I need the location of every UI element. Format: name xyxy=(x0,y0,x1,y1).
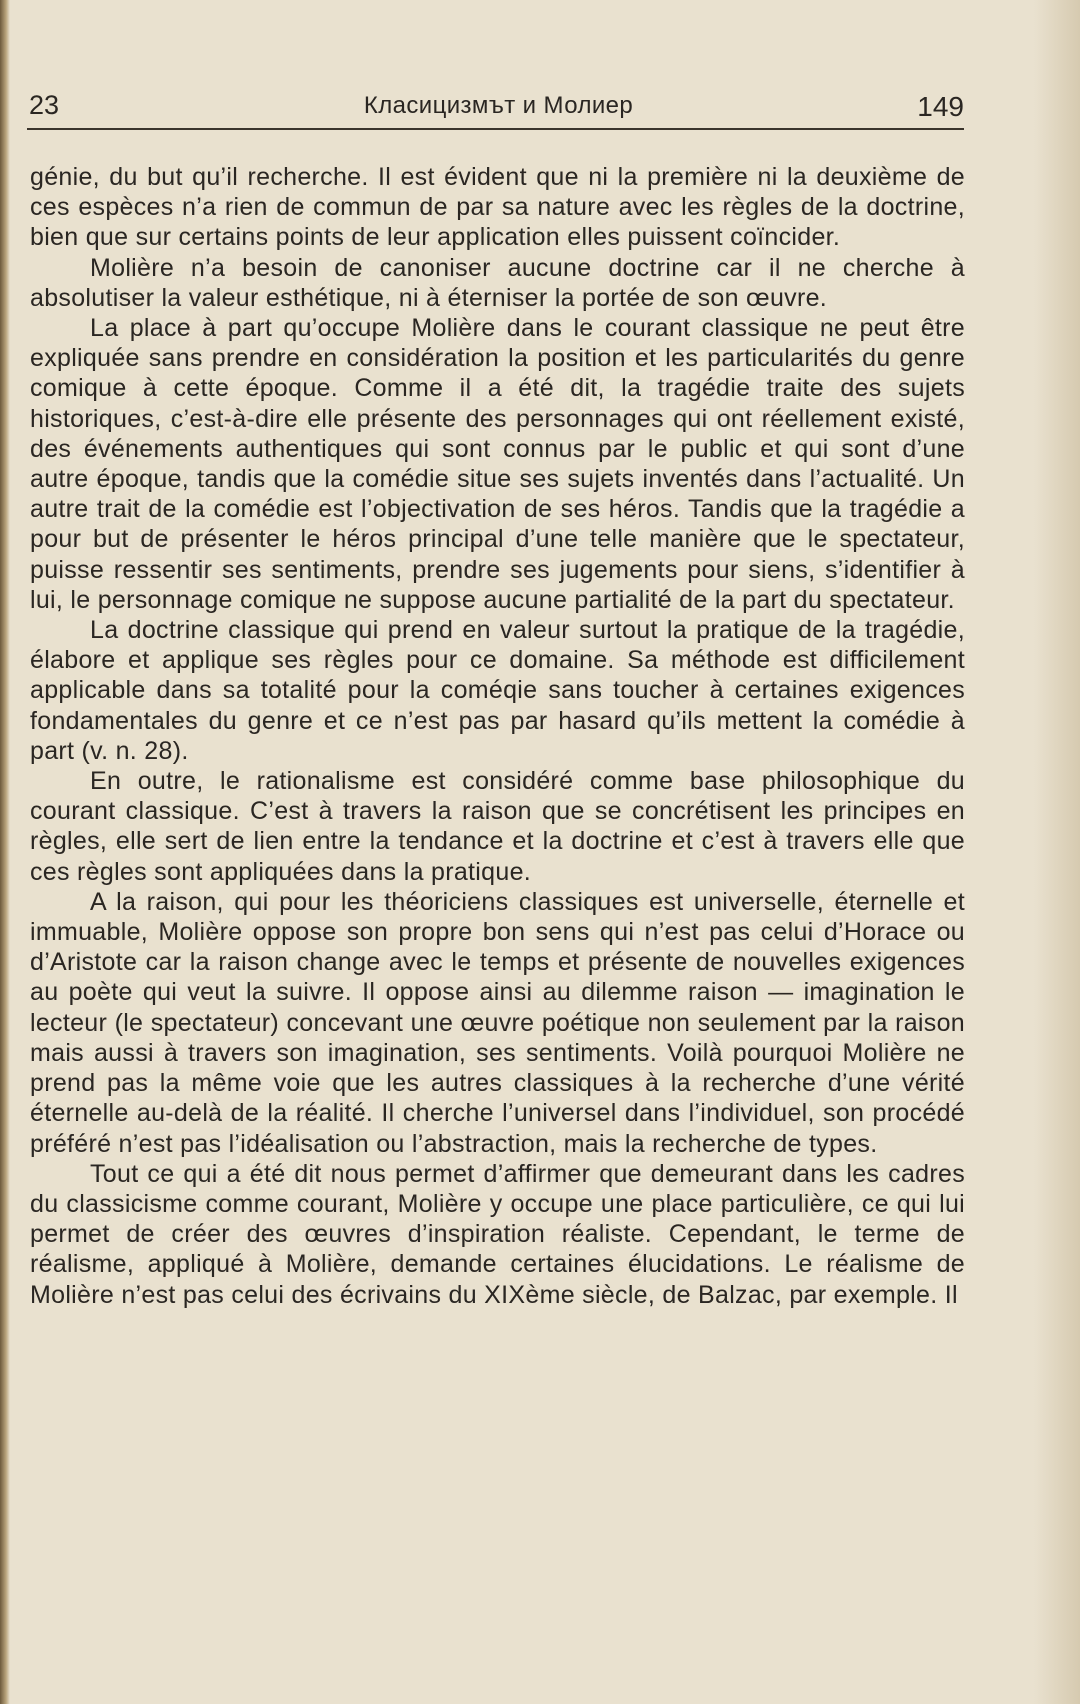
paragraph-7: Tout ce qui a été dit nous permet d’affirmer que demeurant dans les cadres du classicisme comme courant, Molière y occupe une place particulière, ce qui lui permet de créer des œuvres d’inspiration réaliste. Cependant, le terme de réalisme, appliqué à Molière, demande certaines élucidations. Le réalisme de Molière n’est pas celui des écrivains du XIXème siècle, de Balzac, par exemple. Il xyxy=(30,1159,965,1309)
paragraph-1: génie, du but qu’il recherche. Il est évident que ni la première ni la deuxième de ces espèces n’a rien de commun de par sa nature avec les règles de la doctrine, bien que sur certains points de leur application elles puissent coïncider. xyxy=(30,163,965,252)
header-left-number: 23 xyxy=(29,90,60,120)
paragraph-4: La doctrine classique qui prend en valeur surtout la pratique de la tragédie, élabore et applique ses règles pour ce domaine. Sa méthode est difficilement applicable dans sa totalité pour la coméqie sans toucher à certaines exigences fondamentales du genre et ce n’est pas par hasard qu’ils mettent la comédie à part (v. n. 28). xyxy=(30,616,965,765)
running-header xyxy=(27,86,970,122)
paragraph-6: A la raison, qui pour les théoriciens classiques est universelle, éternelle et immuable, Molière oppose son propre bon sens qui n’est pas celui d’Horace ou d’Aristote car la raison change avec le temps et présente de nouvelles exigences au poète qui veut la suivre. Il oppose ainsi au dilemme raison — imagination le lecteur (le spectateur) concevant une œuvre poétique non seulement par la raison mais aussi à travers son imagination, ses sentiments. Voilà pourquoi Molière ne prend pas la même voie que les autres classiques à la recherche d’une vérité éternelle au-delà de la réalité. Il cherche l’universel dans l’individuel, son procédé préféré n’est pas l’idéalisation ou l’abstraction, mais la recherche de types. xyxy=(30,887,965,1158)
running-title: Класицизмът и Молиер xyxy=(363,92,634,119)
page-edge-shadow xyxy=(1034,0,1080,1704)
page-number: 149 xyxy=(917,91,964,122)
paragraph-3: La place à part qu’occupe Molière dans le courant classique ne peut être expliquée sans prendre en considération la position et les particularités du genre comique à cette époque. Comme il a été dit, la tragédie traite des sujets historiques, c’est-à-dire elle présente des personnages qui ont réellement existé, des événements authentiques qui sont connus par le public et qui sont d’une autre époque, tandis que la comédie situe ses sujets inventés dans l’actualité. Un autre trait de la comédie est l’objectivation de ses héros. Tandis que la tragédie a pour but de présenter le héros principal d’une telle manière que le spectateur, puisse ressentir ses sentiments, prendre ses jugements pour siens, s’identifier à lui, le personnage comique ne suppose aucune partialité de la part du spectateur. xyxy=(30,314,965,614)
header-rule xyxy=(27,128,964,130)
paragraph-5: En outre, le rationalisme est considéré comme base philosophique du courant classique. C’est à travers la raison que se concrétisent les principes en règles, elle sert de lien entre la tendance et la doctrine et c’est à travers elle que ces règles sont appliquées dans la pratique. xyxy=(30,767,965,886)
body-text xyxy=(30,162,965,1310)
book-spine-shadow xyxy=(0,0,10,1704)
paragraph-2: Molière n’a besoin de canoniser aucune doctrine car il ne cherche à absolutiser la valeur esthétique, ni à éterniser la portée de son œuvre. xyxy=(30,253,965,312)
